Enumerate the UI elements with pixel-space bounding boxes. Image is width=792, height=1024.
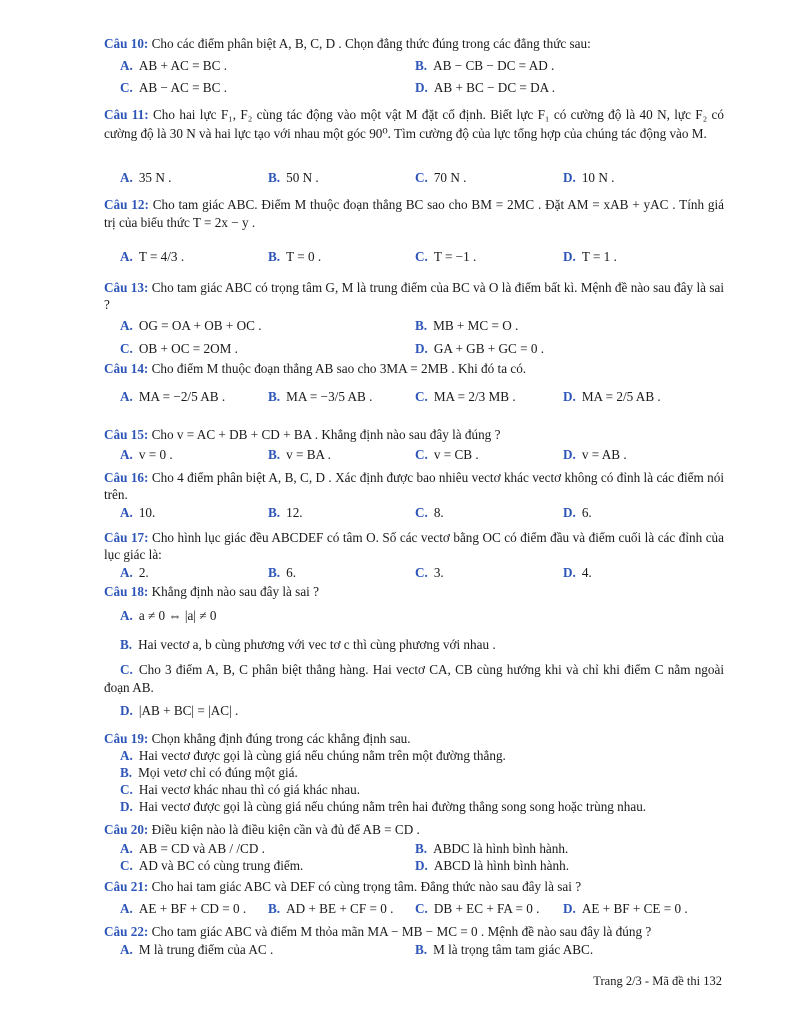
option[interactable] (415, 80, 555, 96)
question-label: Câu 11: (104, 107, 149, 122)
question-11 (104, 105, 724, 143)
option-label: B. (268, 565, 281, 580)
question-13 (104, 279, 724, 313)
option[interactable] (120, 565, 149, 581)
question-text: Cho v = AC + DB + CD + BA . Khẳng định nào sau đây là đúng ? (151, 427, 501, 442)
option[interactable] (415, 170, 466, 186)
option[interactable] (268, 901, 393, 917)
question-label: Câu 14: (104, 361, 149, 376)
option-text: 12. (286, 505, 303, 520)
option[interactable] (120, 341, 238, 357)
question-text: Cho tam giác ABC và điểm M thỏa mãn MA − MB − MC = 0 . Mệnh đề nào sau đây là đúng ? (151, 924, 652, 939)
option-text: 4. (581, 565, 592, 580)
option-label: B. (268, 389, 281, 404)
option[interactable] (120, 942, 273, 958)
option-text: M là trung điểm của AC . (138, 942, 274, 957)
option-text: AE + BF + CD = 0 . (138, 901, 247, 916)
question-label: Câu 19: (104, 731, 149, 746)
option-label: A. (120, 901, 133, 916)
option-text: 6. (286, 565, 296, 580)
question-label: Câu 12: (104, 197, 149, 212)
option-label: D. (563, 565, 576, 580)
question-label: Câu 21: (104, 879, 149, 894)
option-text: AB = CD và AB / /CD . (138, 841, 265, 856)
option-label: C. (120, 782, 133, 797)
question-text: Cho hình lục giác đều ABCDEF có tâm O. Số các vectơ bằng OC có điểm đầu và điểm cuối là các đỉnh của lục giác là: (104, 530, 724, 562)
option-text: AE + BF + CE = 0 . (581, 901, 688, 916)
option[interactable] (563, 505, 592, 521)
option[interactable] (120, 389, 225, 405)
question-text: Cho hai lực F₁, F₂ cùng tác động vào một vật M đặt cố định. Biết lực F₁ có cường độ là 40 N, lực F₂ có cường độ là 30 N và hai lực tạo với nhau một góc 90⁰. Tìm cường độ của lực tổng hợp của chúng tác động vào M. (104, 107, 724, 141)
option-label: D. (120, 799, 133, 814)
option-label: D. (563, 901, 576, 916)
option-text: OB + OC = 2OM . (138, 341, 238, 356)
option[interactable] (563, 389, 661, 405)
option-label: A. (120, 170, 133, 185)
option-text: ABCD là hình bình hành. (433, 858, 569, 873)
option-text: 70 N . (433, 170, 467, 185)
option-label: D. (563, 389, 576, 404)
option-label: D. (415, 80, 428, 95)
option[interactable] (120, 748, 506, 764)
option-label: A. (120, 942, 133, 957)
option-text: Cho 3 điểm A, B, C phân biệt thẳng hàng. Hai vectơ CA, CB cùng hướng khi và chỉ khi điểm C nằm ngoài đoạn AB. (104, 662, 724, 695)
option-text: v = BA . (286, 447, 331, 462)
option[interactable] (120, 318, 262, 334)
option[interactable] (120, 703, 238, 719)
option[interactable] (268, 249, 321, 265)
option[interactable] (563, 901, 688, 917)
option-text: MA = 2/3 MB . (433, 389, 516, 404)
option[interactable] (268, 447, 331, 463)
option[interactable] (268, 505, 303, 521)
option-label: D. (563, 249, 576, 264)
option-text: 10. (138, 505, 156, 520)
question-text: Cho hai tam giác ABC và DEF có cùng trọng tâm. Đẳng thức nào sau đây là sai ? (151, 879, 582, 894)
option-text: MB + MC = O . (433, 318, 519, 333)
option-label: C. (415, 565, 428, 580)
option-text: ABDC là hình bình hành. (433, 841, 569, 856)
option-label: D. (415, 858, 428, 873)
question-15 (104, 427, 724, 443)
question-18 (104, 584, 724, 600)
option[interactable] (415, 505, 444, 521)
option[interactable] (415, 565, 444, 581)
option[interactable] (120, 505, 155, 521)
option-label: C. (415, 249, 428, 264)
option[interactable] (120, 858, 303, 874)
question-label: Câu 13: (104, 280, 149, 295)
question-21 (104, 879, 724, 895)
option-label: B. (120, 637, 133, 652)
option-label: C. (120, 858, 133, 873)
option[interactable] (120, 901, 246, 917)
option-label: C. (120, 662, 133, 677)
question-14 (104, 361, 724, 377)
question-text: Cho các điểm phân biệt A, B, C, D . Chọn đẳng thức đúng trong các đẳng thức sau: (151, 36, 591, 51)
option-label: D. (563, 505, 576, 520)
option-text: Hai vectơ khác nhau thì có giá khác nhau. (138, 782, 361, 797)
option-label: A. (120, 608, 133, 623)
option[interactable] (268, 565, 296, 581)
option[interactable] (120, 841, 265, 857)
question-label: Câu 18: (104, 584, 149, 599)
option-label: B. (415, 942, 428, 957)
option-text: T = 4/3 . (138, 249, 185, 264)
option-text: 10 N . (581, 170, 615, 185)
option[interactable] (415, 318, 518, 334)
option-text: 35 N . (138, 170, 172, 185)
option-text: T = −1 . (433, 249, 477, 264)
question-12 (104, 196, 724, 232)
option-label: A. (120, 505, 133, 520)
option[interactable] (415, 249, 476, 265)
question-text: Cho điểm M thuộc đoạn thẳng AB sao cho 3MA = 2MB . Khi đó ta có. (151, 361, 527, 376)
option-label: B. (268, 901, 281, 916)
option-text: Hai vectơ được gọi là cùng giá nếu chúng nằm trên một đường thẳng. (138, 748, 506, 763)
option-label: D. (415, 341, 428, 356)
option[interactable] (415, 858, 569, 874)
option-text: MA = 2/5 AB . (581, 389, 661, 404)
option-label: C. (415, 389, 428, 404)
option-text: 3. (433, 565, 444, 580)
option-text: MA = −3/5 AB . (286, 389, 373, 404)
option-text: 6. (581, 505, 592, 520)
option-text: 8. (433, 505, 444, 520)
option-label: A. (120, 841, 133, 856)
option-text: 50 N . (286, 170, 319, 185)
option-text: Mọi vetơ chỉ có đúng một giá. (138, 765, 298, 780)
question-text: Khẳng định nào sau đây là sai ? (151, 584, 319, 599)
option-text: AD và BC có cùng trung điểm. (138, 858, 304, 873)
option-label: B. (268, 505, 281, 520)
option[interactable] (415, 901, 539, 917)
question-16 (104, 469, 724, 503)
option[interactable] (415, 447, 479, 463)
question-text: Điều kiện nào là điều kiện cần và đủ để AB = CD . (151, 822, 420, 837)
option-text: DB + EC + FA = 0 . (433, 901, 540, 916)
question-text: Cho tam giác ABC. Điểm M thuộc đoạn thẳng BC sao cho BM = 2MC . Đặt AM = xAB + yAC . Tính giá trị của biểu thức T = 2x − y . (104, 197, 725, 230)
option-label: B. (415, 318, 428, 333)
question-label: Câu 10: (104, 36, 149, 51)
option[interactable] (563, 565, 592, 581)
option-label: B. (268, 249, 281, 264)
question-text: Cho tam giác ABC có trọng tâm G, M là trung điểm của BC và O là điểm bất kì. Mệnh đề nào sau đây là sai ? (104, 280, 724, 312)
option[interactable] (415, 841, 568, 857)
option[interactable] (120, 608, 216, 624)
option[interactable] (120, 782, 360, 798)
option-label: B. (415, 841, 428, 856)
question-label: Câu 17: (104, 530, 149, 545)
option-label: A. (120, 249, 133, 264)
option-label: D. (563, 447, 576, 462)
option-label: B. (268, 170, 281, 185)
question-label: Câu 22: (104, 924, 149, 939)
option-text: Hai vectơ a, b cùng phương với vec tơ c thì cùng phương với nhau . (138, 637, 496, 652)
option[interactable] (120, 170, 171, 186)
option-label: A. (120, 748, 133, 763)
option-label: A. (120, 58, 133, 73)
option[interactable] (563, 249, 617, 265)
option-label: C. (120, 80, 133, 95)
option-text: v = 0 . (138, 447, 173, 462)
option[interactable] (268, 389, 372, 405)
option-text: v = CB . (433, 447, 479, 462)
option[interactable] (120, 765, 298, 781)
option[interactable] (120, 799, 646, 815)
option-text: Hai vectơ được gọi là cùng giá nếu chúng nằm trên hai đường thẳng song song hoặc trùng nhau. (138, 799, 647, 814)
question-text: Cho 4 điểm phân biệt A, B, C, D . Xác định được bao nhiêu vectơ khác vectơ không có đỉnh là các điểm nói trên. (104, 470, 725, 502)
option[interactable] (120, 447, 173, 463)
option-label: C. (120, 341, 133, 356)
option-text: AB + BC − DC = DA . (433, 80, 556, 95)
option[interactable] (415, 389, 516, 405)
option[interactable] (563, 447, 627, 463)
question-text: Chọn khẳng định đúng trong các khẳng định sau. (151, 731, 411, 746)
question-19 (104, 731, 724, 747)
option-label: B. (120, 765, 133, 780)
option[interactable] (120, 637, 496, 653)
option[interactable] (415, 58, 554, 74)
option-text: a ≠ 0 ⇔ |a| ≠ 0 (138, 608, 217, 623)
option-label: C. (415, 170, 428, 185)
option-label: C. (415, 901, 428, 916)
question-label: Câu 20: (104, 822, 149, 837)
option-text: T = 0 . (286, 249, 322, 264)
option-label: B. (415, 58, 428, 73)
option[interactable] (120, 80, 227, 96)
option-text: 2. (138, 565, 149, 580)
question-20 (104, 822, 724, 838)
question-label: Câu 15: (104, 427, 149, 442)
option-label: A. (120, 389, 133, 404)
option[interactable] (268, 170, 319, 186)
option-label: D. (120, 703, 133, 718)
question-label: Câu 16: (104, 470, 149, 485)
option-text: T = 1 . (581, 249, 617, 264)
option-text: AD + BE + CF = 0 . (286, 901, 394, 916)
option[interactable] (563, 170, 614, 186)
question-17 (104, 529, 724, 563)
option-text: OG = OA + OB + OC . (138, 318, 262, 333)
option-label: D. (563, 170, 576, 185)
option[interactable] (415, 341, 544, 357)
page-footer: Trang 2/3 - Mã đề thi 132 (593, 974, 722, 988)
option-label: A. (120, 447, 133, 462)
option-text: MA = −2/5 AB . (138, 389, 226, 404)
option-label: B. (268, 447, 281, 462)
option-text: AB + AC = BC . (138, 58, 227, 73)
option[interactable] (104, 661, 724, 697)
option-text: M là trọng tâm tam giác ABC. (433, 942, 594, 957)
option-text: AB − AC = BC . (138, 80, 227, 95)
option-text: v = AB . (581, 447, 627, 462)
question-10 (104, 36, 724, 52)
option[interactable] (120, 58, 227, 74)
option[interactable] (415, 942, 593, 958)
option-label: A. (120, 565, 133, 580)
option-text: |AB + BC| = |AC| . (138, 703, 239, 718)
option-label: C. (415, 505, 428, 520)
option[interactable] (120, 249, 184, 265)
option-text: GA + GB + GC = 0 . (433, 341, 545, 356)
option-label: C. (415, 447, 428, 462)
option-text: AB − CB − DC = AD . (433, 58, 555, 73)
option-label: A. (120, 318, 133, 333)
question-22 (104, 924, 724, 940)
